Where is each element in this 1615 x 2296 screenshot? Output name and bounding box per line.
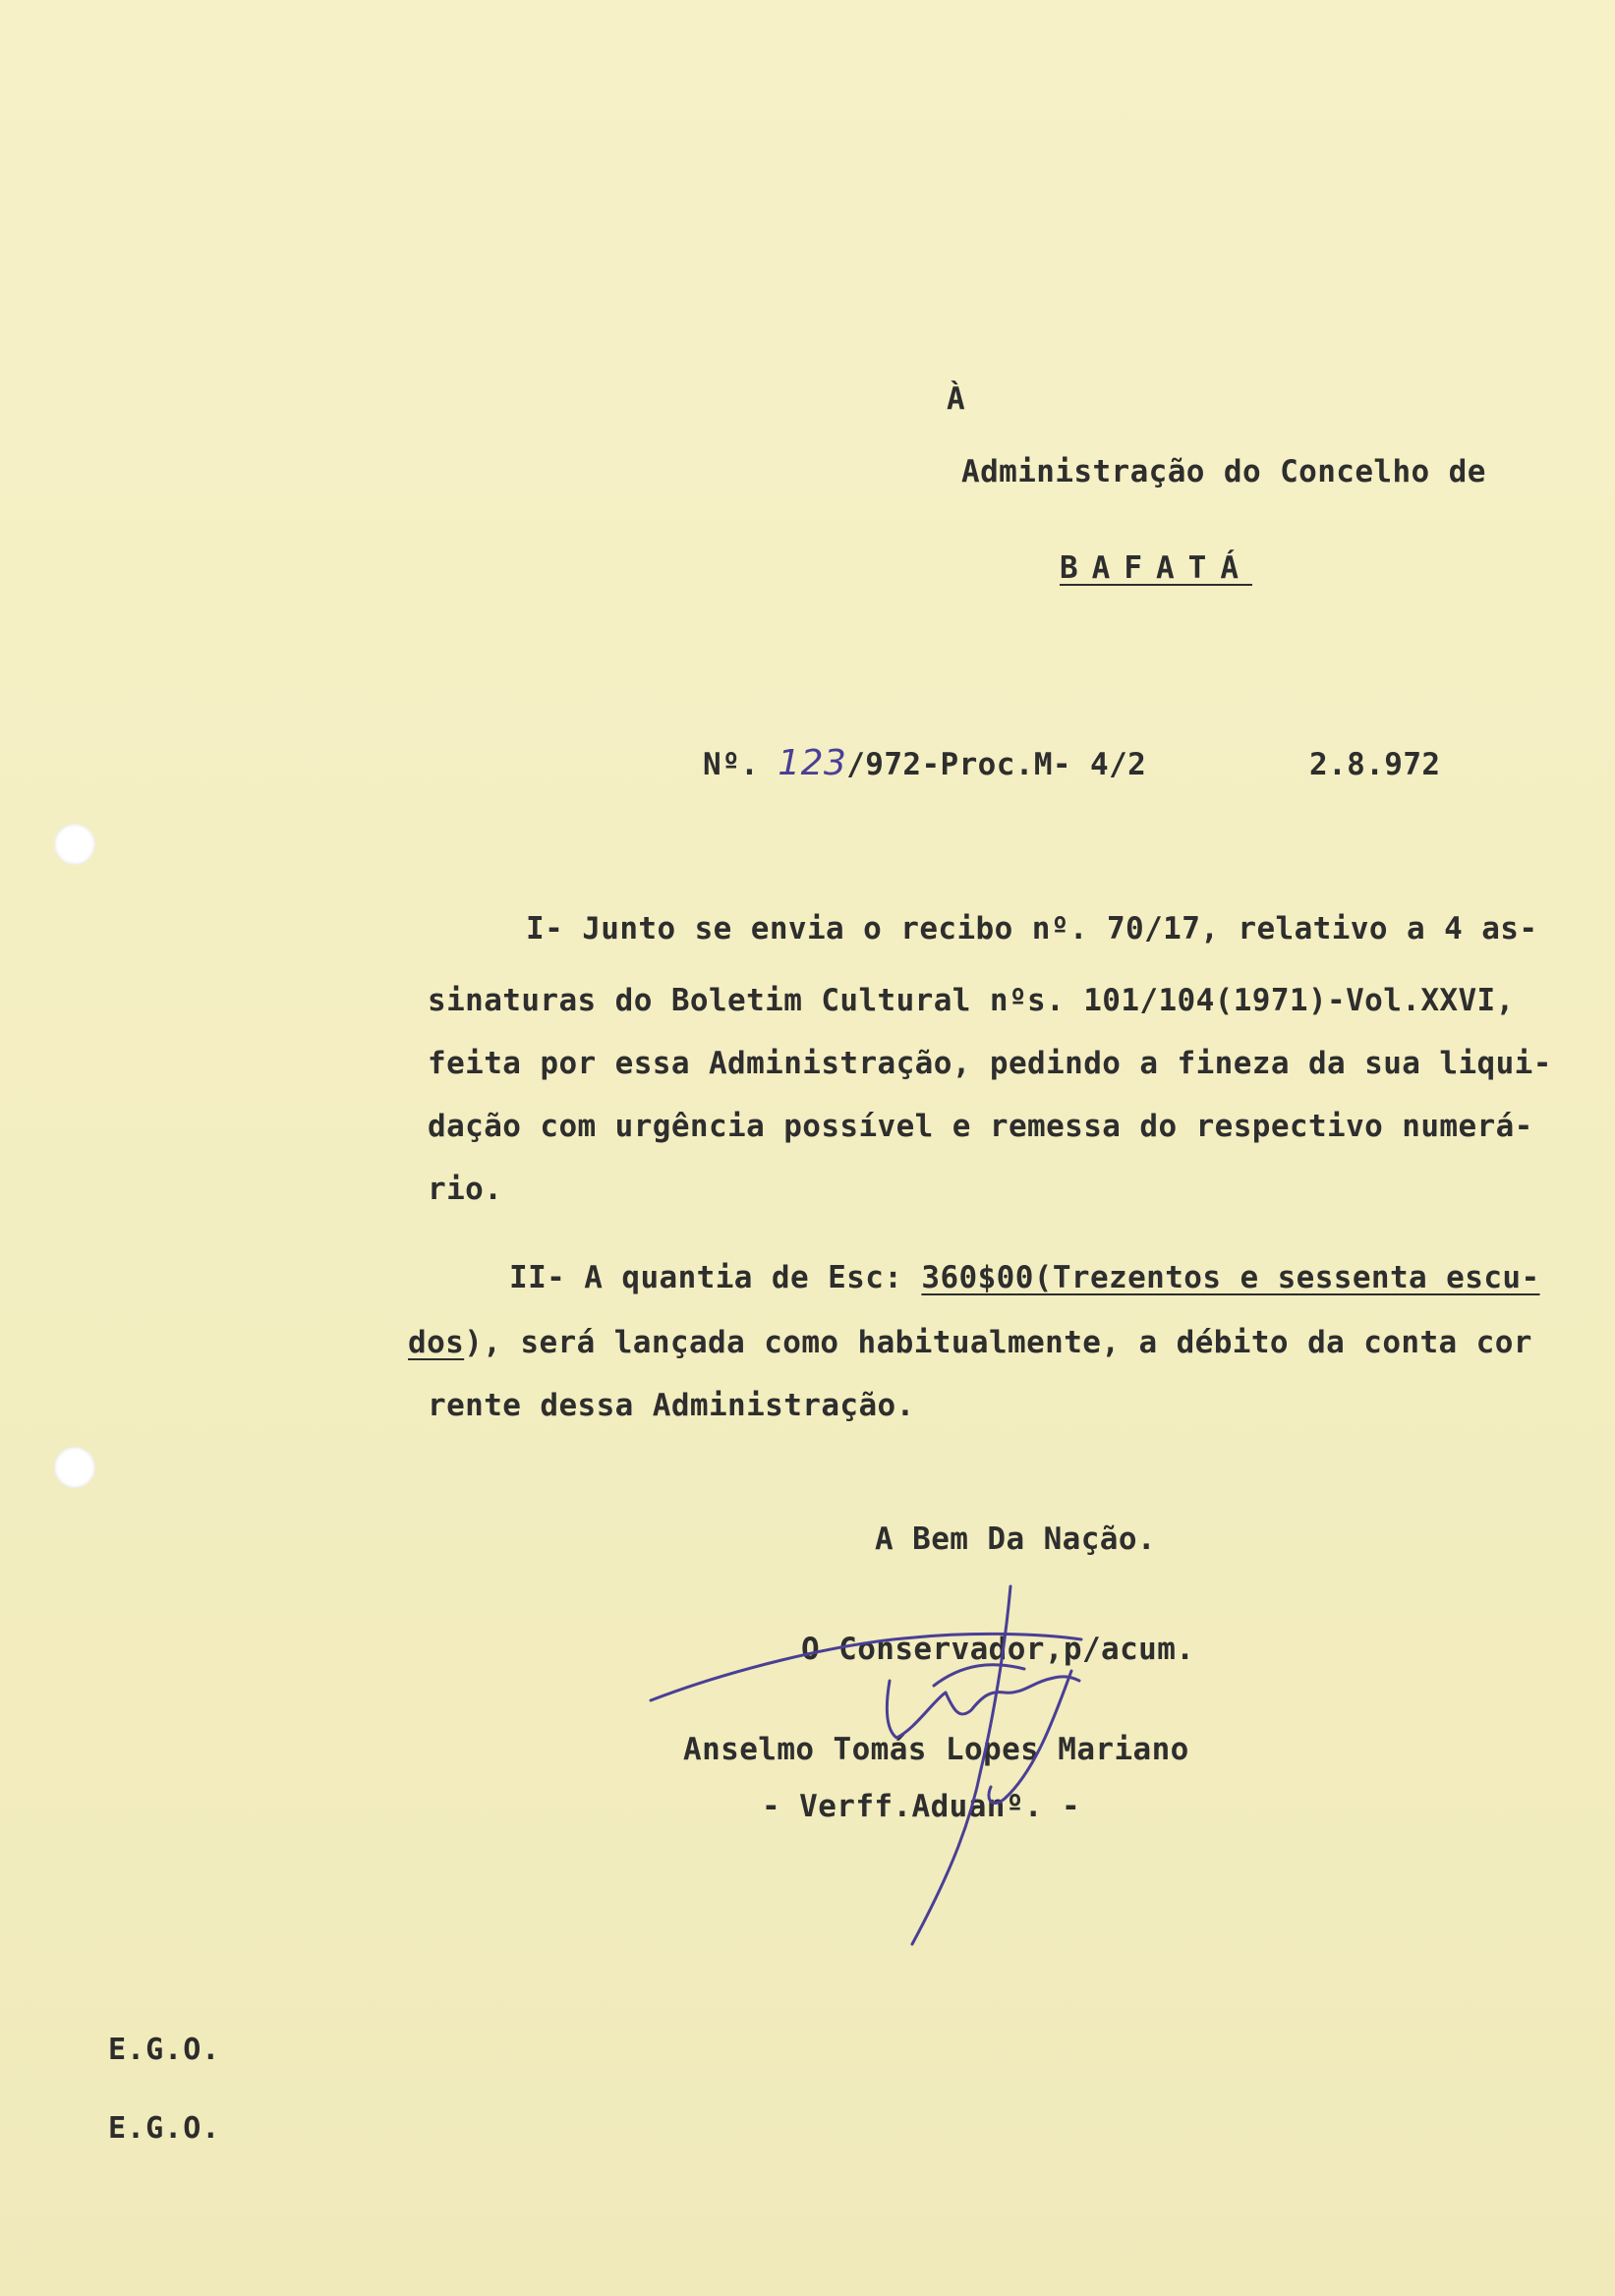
addressee-prefix: À <box>947 381 966 417</box>
punch-hole-top <box>54 824 95 865</box>
reference-rest: /972-Proc.M- 4/2 <box>846 747 1147 782</box>
paragraph-1-line-3: feita por essa Administração, pedindo a fineza da sua liqui- <box>428 1046 1552 1081</box>
paragraph-2-line-2-text: ), será lançada como habitualmente, a débito da conta cor <box>464 1325 1532 1360</box>
reference-number-handwritten: 123 <box>778 743 847 783</box>
document-date: 2.8.972 <box>1309 747 1441 782</box>
paragraph-1-line-2: sinaturas do Boletim Cultural nºs. 101/104(1971)-Vol.XXVI, <box>428 983 1515 1018</box>
amount-words: 360$00(Trezentos e sessenta escu- <box>921 1260 1540 1295</box>
signatory-title: - Verff.Aduanº. - <box>762 1789 1081 1824</box>
reference-line <box>703 743 1146 783</box>
handwritten-signature <box>639 1573 1248 1956</box>
amount-words-end: dos <box>408 1325 465 1360</box>
signatory-name: Anselmo Tomás Lopes Mariano <box>683 1732 1189 1767</box>
reference-prefix: Nº. <box>703 747 760 782</box>
footer-initials-1: E.G.O. <box>108 2033 221 2067</box>
recipient-line: Administração do Concelho de <box>961 454 1486 489</box>
paragraph-2-line-1 <box>509 1260 1540 1295</box>
paragraph-2-line-2 <box>408 1325 1532 1360</box>
paragraph-1-line-1: I- Junto se envia o recibo nº. 70/17, relativo a 4 as- <box>526 911 1538 947</box>
punch-hole-bottom <box>54 1447 95 1488</box>
signatory-role: O Conservador,p/acum. <box>801 1632 1195 1667</box>
amount-lead: II- A quantia de Esc: <box>509 1260 922 1295</box>
paragraph-1-line-4: dação com urgência possível e remessa do respectivo numerá- <box>428 1109 1533 1144</box>
footer-initials-2: E.G.O. <box>108 2111 221 2146</box>
salutation: A Bem Da Nação. <box>875 1521 1156 1557</box>
recipient-place: BAFATÁ <box>1060 550 1252 586</box>
paragraph-2-line-3: rente dessa Administração. <box>428 1388 915 1423</box>
paragraph-1-line-5: rio. <box>428 1172 503 1207</box>
